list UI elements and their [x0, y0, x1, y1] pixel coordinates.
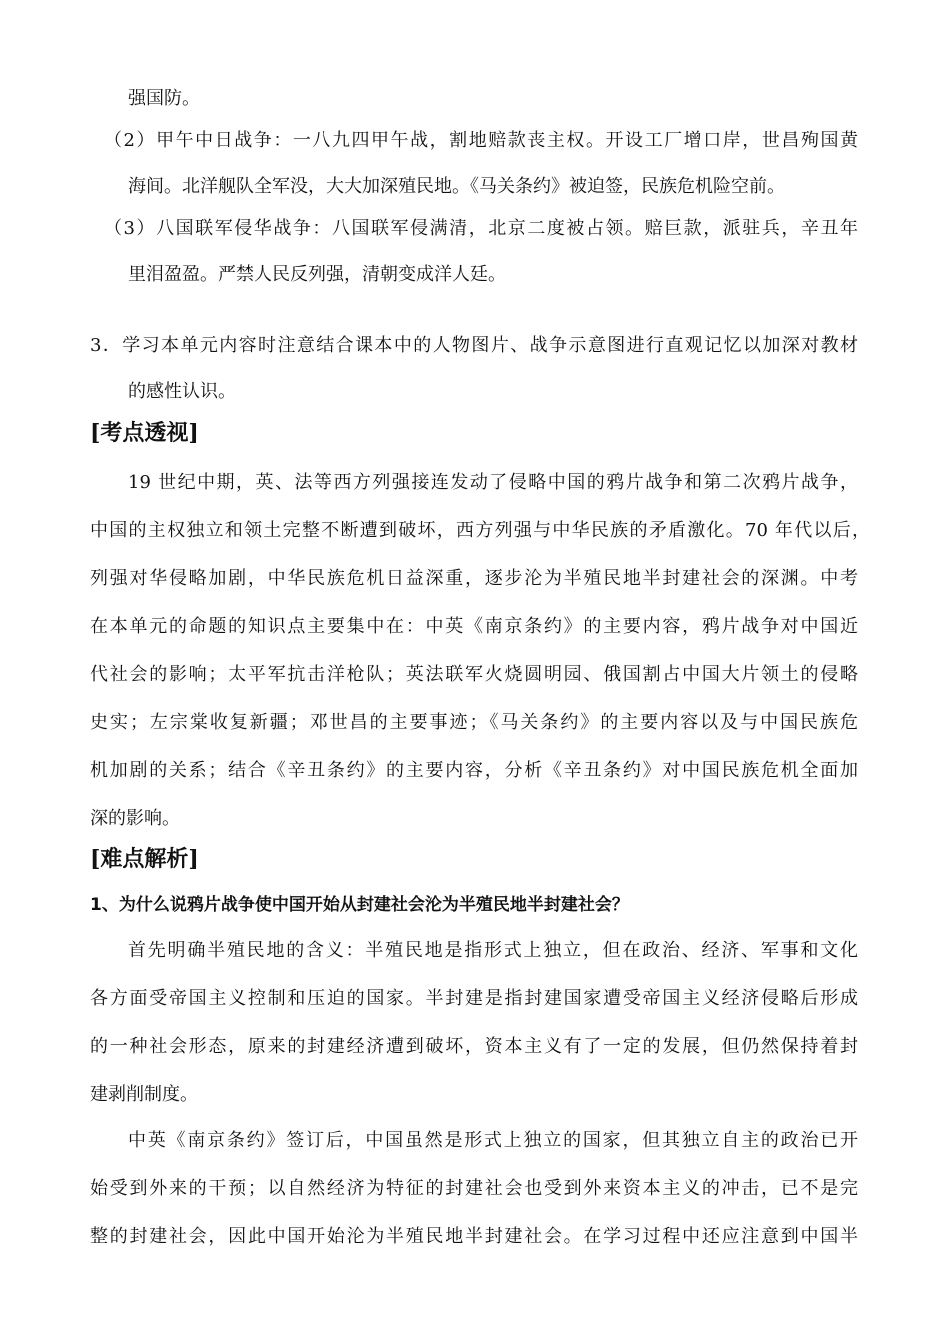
item3-line2: 里泪盈盈。严禁人民反列强，清朝变成洋人廷。 — [128, 264, 506, 285]
kaodian-line: 在本单元的命题的知识点主要集中在：中英《南京条约》的主要内容，鸦片战争对中国近 — [90, 616, 858, 637]
nandian-para1-line: 各方面受帝国主义控制和压迫的国家。半封建是指封建国家遭受帝国主义经济侵略后形成 — [90, 988, 858, 1009]
nandian-para2-line: 整的封建社会，因此中国开始沦为半殖民地半封建社会。在学习过程中还应注意到中国半 — [90, 1226, 858, 1247]
nandian-para1-line: 的一种社会形态，原来的封建经济遭到破坏，资本主义有了一定的发展，但仍然保持着封 — [90, 1036, 858, 1057]
item3-line1: （3）八国联军侵华战争：八国联军侵满清，北京二度被占领。赔巨款，派驻兵，辛丑年 — [104, 218, 858, 239]
point3-line2: 的感性认识。 — [128, 381, 236, 402]
kaodian-line: 中国的主权独立和领土完整不断遭到破坏，西方列强与中华民族的矛盾激化。70 年代以后， — [90, 520, 870, 541]
kaodian-line: 19 世纪中期，英、法等西方列强接连发动了侵略中国的鸦片战争和第二次鸦片战争， — [128, 472, 858, 493]
kaodian-line: 列强对华侵略加剧，中华民族危机日益深重，逐步沦为半殖民地半封建社会的深渊。中考 — [90, 568, 858, 589]
kaodian-line: 史实；左宗棠收复新疆；邓世昌的主要事迹；《马关条约》的主要内容以及与中国民族危 — [90, 712, 858, 733]
section-title-nandian: [难点解析] — [90, 846, 199, 872]
nandian-para2-line: 中英《南京条约》签订后，中国虽然是形式上独立的国家，但其独立自主的政治已开 — [128, 1130, 858, 1151]
point3-line1: 3．学习本单元内容时注意结合课本中的人物图片、战争示意图进行直观记忆以加深对教材 — [90, 335, 858, 356]
kaodian-line: 代社会的影响；太平军抗击洋枪队；英法联军火烧圆明园、俄国割占中国大片领土的侵略 — [90, 664, 858, 685]
item2-line2: 海间。北洋舰队全军没，大大加深殖民地。《马关条约》被迫签，民族危机险空前。 — [128, 176, 785, 197]
kaodian-line: 机加剧的关系；结合《辛丑条约》的主要内容，分析《辛丑条约》对中国民族危机全面加 — [90, 760, 858, 781]
nandian-para1-line: 首先明确半殖民地的含义：半殖民地是指形式上独立，但在政治、经济、军事和文化 — [128, 940, 858, 961]
nandian-para2-line: 始受到外来的干预；以自然经济为特征的封建社会也受到外来资本主义的冲击，已不是完 — [90, 1178, 858, 1199]
section-title-kaodian: [考点透视] — [90, 420, 199, 446]
nandian-para1-line: 建剥削制度。 — [90, 1084, 198, 1105]
item1-continuation: 强国防。 — [128, 88, 200, 109]
question-heading: 1、为什么说鸦片战争使中国开始从封建社会沦为半殖民地半封建社会？ — [90, 895, 629, 915]
kaodian-line: 深的影响。 — [90, 808, 180, 829]
item2-line1: （2）甲午中日战争：一八九四甲午战，割地赔款丧主权。开设工厂增口岸，世昌殉国黄 — [104, 130, 858, 151]
